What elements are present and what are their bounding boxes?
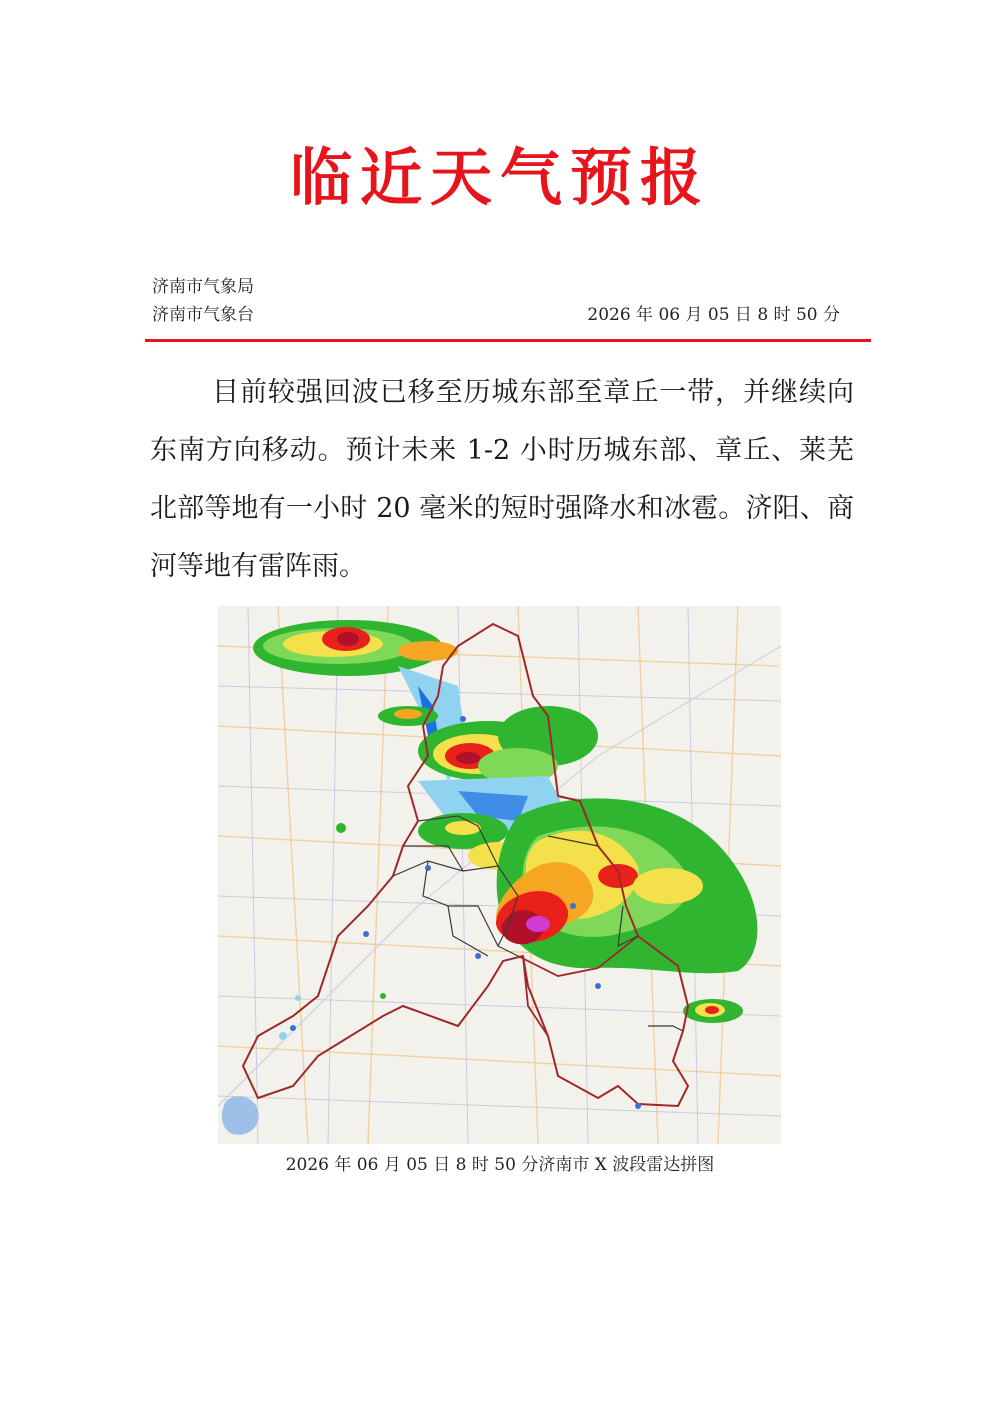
report-title: 临近天气预报 [289,141,710,214]
radar-map-svg [218,606,781,1144]
issuer-observatory: 济南市气象台 [152,305,254,325]
issuer-bureau: 济南市气象局 [152,277,254,297]
figure-caption: 2026 年 06 月 05 日 8 时 50 分济南市 X 波段雷达拼图 [285,1155,715,1175]
header-divider [145,339,871,342]
forecast-paragraph: 目前较强回波已移至历城东部至章丘一带，并继续向东南方向移动。预计未来 1-2 小时历城东部、章丘、莱芜北部等地有一小时 20 毫米的短时强降水和冰雹。济阳、商河等地有雷阵雨。 [150,377,854,582]
radar-mosaic-image [218,606,781,1144]
issue-time: 2026 年 06 月 05 日 8 时 50 分 [587,305,840,325]
